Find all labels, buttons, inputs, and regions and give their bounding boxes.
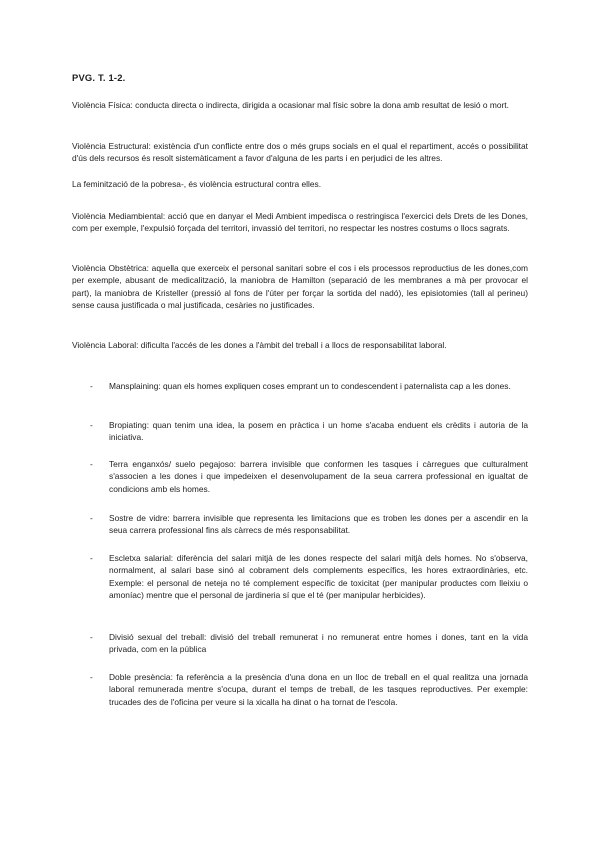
bullet-text-bropiating: Bropiating: quan tenim una idea, la posem en pràctica i un home s'acaba enduent els crèdits i autoria de la iniciativa. [109, 420, 528, 443]
bullet-dash: - [90, 672, 93, 682]
paragraph-feminitzacio-pobresa: La feminització de la pobresa-, és violència estructural contra elles. [72, 179, 322, 189]
bullet-text-doble-presencia: Doble presència: fa referència a la presència d'una dona en un lloc de treball en el qual realitza una jornada laboral remunerada mentre s'ocupa, durant el temps de treball, de les tasques reproductives. Per exemple: trucades des de l'oficina per veure si la xicalla ha dinat o ha tornat de l'escola. [109, 672, 528, 707]
paragraph-violencia-fisica: Violència Física: conducta directa o indirecta, dirigida a ocasionar mal físic sobre la dona amb resultat de lesió o mort. [72, 100, 509, 110]
paragraph-violencia-estructural: Violència Estructural: existència d'un conflicte entre dos o més grups socials en el qual el repartiment, accés o possibilitat d'ús dels recursos és resolt sistemàticament a favor d'alguna de les parts i en perjudici de les altres. [72, 141, 528, 164]
paragraph-violencia-laboral: Violència Laboral: dificulta l'accés de les dones a l'àmbit del treball i a llocs de responsabilitat laboral. [72, 340, 447, 350]
bullet-dash: - [90, 420, 93, 430]
bullet-dash: - [90, 513, 93, 523]
bullet-text-terra-enganxos: Terra enganxós/ suelo pegajoso: barrera invisible que conformen les tasques i càrregues que culturalment s'associen a les dones i que impedeixen el desenvolupament de la seua carrera professional en igualtat de condicions amb els homes. [109, 459, 528, 494]
bullet-dash: - [90, 553, 93, 563]
bullet-dash: - [90, 381, 93, 391]
bullet-text-mansplaining: Mansplaining: quan els homes expliquen coses emprant un to condescendent i paternalista cap a les dones. [109, 381, 511, 391]
bullet-dash: - [90, 632, 93, 642]
document-title: PVG. T. 1-2. [72, 72, 126, 83]
paragraph-violencia-obstetrica: Violència Obstètrica: aquella que exerceix el personal sanitari sobre el cos i els processos reproductius de les dones,com per exemple, abusant de medicalització, la maniobra de Hamilton (separació de les membranes a mà per provocar el part), la maniobra de Kristeller (pressió al fons de l'úter per forçar la sortida del nadó), les episiotomies (tall al perineu) sense causa justificada o mal justificada, cesàries no justificades. [72, 263, 528, 311]
bullet-dash: - [90, 459, 93, 469]
bullet-text-escletxa-salarial: Escletxa salarial: diferència del salari mitjà de les dones respecte del salari mitjà dels homes. No s'observa, normalment, al salari base sinó al cobrament dels complements específics, les hores extraordinàries, etc. Exemple: el personal de neteja no té complement específic de toxicitat (per manipular productes com lleixiu o amoníac) mentre que el personal de jardineria sí que el té (per manipular herbicides). [109, 553, 528, 601]
bullet-text-divisio-sexual: Divisió sexual del treball: divisió del treball remunerat i no remunerat entre homes i dones, tant en la vida privada, com en la pública [109, 632, 528, 655]
paragraph-violencia-mediambiental: Violència Mediambiental: acció que en danyar el Medi Ambient impedisca o restringisca l'exercici dels Drets de les Dones, com per exemple, l'expulsió forçada del territori, invassió del territori, no respectar les nostres costums o llocs sagrats. [72, 211, 528, 234]
bullet-text-sostre-de-vidre: Sostre de vidre: barrera invisible que representa les limitacions que es troben les dones per a ascendir en la seua carrera professional fins als càrrecs de més responsabilitat. [109, 513, 528, 536]
